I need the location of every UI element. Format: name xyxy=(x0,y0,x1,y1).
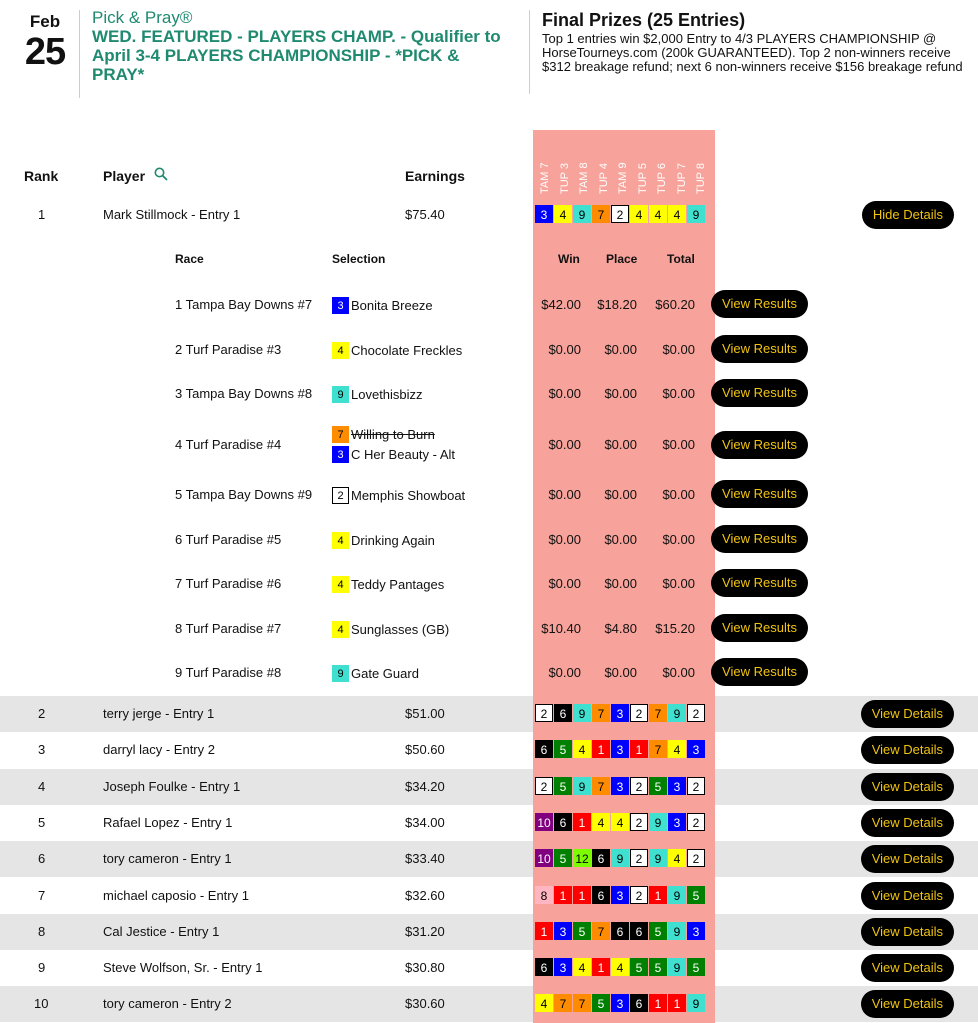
horse-name: Sunglasses (GB) xyxy=(351,621,450,637)
win-amount: $42.00 xyxy=(541,297,581,312)
post-position-badge: 1 xyxy=(554,886,572,904)
post-position-badge: 9 xyxy=(573,205,591,223)
place-amount: $0.00 xyxy=(604,532,637,547)
post-position-badge: 7 xyxy=(649,740,667,758)
horse-name: C Her Beauty - Alt xyxy=(351,446,456,462)
earnings-value: $30.60 xyxy=(405,996,445,1012)
post-position-badge: 7 xyxy=(592,922,610,940)
view-details-button[interactable]: View Details xyxy=(861,990,954,1018)
post-position-badge: 3 xyxy=(611,704,629,722)
post-position-badge: 9 xyxy=(668,922,686,940)
player-name: Rafael Lopez - Entry 1 xyxy=(103,814,233,830)
post-position-badge: 9 xyxy=(687,994,705,1012)
place-amount: $0.00 xyxy=(604,487,637,502)
player-name: michael caposio - Entry 1 xyxy=(103,887,249,903)
post-position-badge: 9 xyxy=(649,849,667,867)
pick-sequence xyxy=(535,813,705,833)
post-position-badge: 9 xyxy=(332,665,349,682)
post-position-badge: 7 xyxy=(573,994,591,1012)
post-position-badge: 3 xyxy=(332,446,349,463)
race-header-label: TUP 7 xyxy=(675,163,688,194)
selection-entry xyxy=(332,486,465,504)
race-detail-row xyxy=(0,292,978,320)
rank-value: 4 xyxy=(38,778,46,794)
post-position-badge: 6 xyxy=(611,922,629,940)
view-results-button[interactable]: View Results xyxy=(711,335,808,363)
race-header-label: TAM 7 xyxy=(539,162,551,194)
race-header xyxy=(652,130,672,194)
earnings-value: $32.60 xyxy=(405,887,445,903)
race-name: 4 Turf Paradise #4 xyxy=(175,437,282,452)
horse-name: Memphis Showboat xyxy=(351,487,466,503)
race-header xyxy=(535,130,555,194)
horse-name: Drinking Again xyxy=(351,532,435,548)
post-position-badge: 5 xyxy=(592,994,610,1012)
post-position-badge: 9 xyxy=(573,704,591,722)
post-position-badge: 6 xyxy=(630,994,648,1012)
contest-title xyxy=(92,8,512,84)
post-position-badge: 9 xyxy=(332,386,349,403)
place-amount: $18.20 xyxy=(597,297,637,312)
earnings-value: $34.00 xyxy=(405,814,445,830)
post-position-badge: 4 xyxy=(554,205,572,223)
post-position-badge: 4 xyxy=(332,621,349,638)
post-position-badge: 2 xyxy=(535,704,553,722)
total-amount: $15.20 xyxy=(655,621,695,636)
post-position-badge: 4 xyxy=(592,813,610,831)
rank-value: 7 xyxy=(38,887,46,903)
place-amount: $0.00 xyxy=(604,342,637,357)
selection-col-header: Selection xyxy=(332,252,386,266)
pick-sequence xyxy=(535,704,705,724)
earnings-value: $30.80 xyxy=(405,960,445,976)
race-detail-row xyxy=(0,527,978,555)
pick-sequence xyxy=(535,994,705,1014)
earnings-value: $75.40 xyxy=(405,207,445,222)
race-headers xyxy=(533,130,715,200)
earnings-value: $31.20 xyxy=(405,923,445,939)
win-amount: $0.00 xyxy=(548,576,581,591)
rank-value: 3 xyxy=(38,742,46,758)
post-position-badge: 6 xyxy=(592,886,610,904)
standings-row xyxy=(0,769,978,805)
standings-row xyxy=(0,950,978,986)
win-amount: $0.00 xyxy=(548,386,581,401)
selection-entry xyxy=(332,341,462,359)
win-amount: $0.00 xyxy=(548,665,581,680)
selection xyxy=(332,385,423,403)
total-amount: $60.20 xyxy=(655,297,695,312)
divider xyxy=(79,10,80,98)
post-position-badge: 7 xyxy=(649,704,667,722)
post-position-badge: 4 xyxy=(668,740,686,758)
total-amount: $0.00 xyxy=(662,576,695,591)
post-position-badge: 3 xyxy=(668,813,686,831)
post-position-badge: 6 xyxy=(535,740,553,758)
win-amount: $0.00 xyxy=(548,342,581,357)
post-position-badge: 1 xyxy=(649,994,667,1012)
view-results-button[interactable]: View Results xyxy=(711,658,808,686)
post-position-badge: 3 xyxy=(668,777,686,795)
win-amount: $0.00 xyxy=(548,532,581,547)
earnings-value: $50.60 xyxy=(405,742,445,758)
race-name: 7 Turf Paradise #6 xyxy=(175,576,282,591)
post-position-badge: 3 xyxy=(611,886,629,904)
view-results-button[interactable]: View Results xyxy=(711,379,808,407)
post-position-badge: 2 xyxy=(332,487,349,504)
standings-row xyxy=(0,878,978,914)
race-name: 9 Turf Paradise #8 xyxy=(175,665,282,680)
win-amount: $0.00 xyxy=(548,437,581,452)
player-name: Joseph Foulke - Entry 1 xyxy=(103,778,241,794)
selection xyxy=(332,425,455,463)
post-position-badge: 7 xyxy=(592,704,610,722)
post-position-badge: 3 xyxy=(611,740,629,758)
post-position-badge: 5 xyxy=(649,777,667,795)
win-col-header: Win xyxy=(558,252,580,266)
rank-value: 1 xyxy=(38,207,46,222)
standings-row xyxy=(0,805,978,841)
post-position-badge: 5 xyxy=(687,886,705,904)
selection xyxy=(332,296,433,314)
post-position-badge: 4 xyxy=(573,740,591,758)
post-position-badge: 4 xyxy=(535,994,553,1012)
place-col-header: Place xyxy=(606,252,638,266)
pick-sequence xyxy=(535,886,705,906)
date-day: 25 xyxy=(24,31,66,73)
race-header xyxy=(672,130,692,194)
selection-entry xyxy=(332,664,419,682)
post-position-badge: 5 xyxy=(554,849,572,867)
post-position-badge: 12 xyxy=(573,849,591,867)
race-header xyxy=(633,130,653,194)
post-position-badge: 6 xyxy=(535,958,553,976)
post-position-badge: 3 xyxy=(611,994,629,1012)
total-amount: $0.00 xyxy=(662,665,695,680)
standings-row-leader xyxy=(0,197,978,233)
pick-sequence xyxy=(535,740,705,760)
earnings-value: $34.20 xyxy=(405,778,445,794)
earnings-value: $33.40 xyxy=(405,851,445,867)
post-position-badge: 3 xyxy=(611,777,629,795)
post-position-badge: 9 xyxy=(668,958,686,976)
horse-name: Teddy Pantages xyxy=(351,576,445,592)
post-position-badge: 1 xyxy=(573,813,591,831)
race-header-label: TUP 3 xyxy=(558,163,571,194)
race-header xyxy=(574,130,594,194)
post-position-badge: 2 xyxy=(687,777,705,795)
view-results-button[interactable]: View Results xyxy=(711,569,808,597)
post-position-badge: 8 xyxy=(535,886,553,904)
post-position-badge: 4 xyxy=(611,813,629,831)
view-results-button[interactable]: View Results xyxy=(711,525,808,553)
post-position-badge: 2 xyxy=(630,849,648,867)
post-position-badge: 6 xyxy=(630,922,648,940)
post-position-badge: 6 xyxy=(592,849,610,867)
place-amount: $0.00 xyxy=(604,665,637,680)
post-position-badge: 9 xyxy=(687,205,705,223)
post-position-badge: 1 xyxy=(668,994,686,1012)
selection xyxy=(332,575,444,593)
post-position-badge: 3 xyxy=(554,922,572,940)
standings-row xyxy=(0,841,978,877)
post-position-badge: 3 xyxy=(535,205,553,223)
race-header-label: TAM 8 xyxy=(578,162,590,194)
pick-sequence xyxy=(535,777,705,797)
player-name: Cal Jestice - Entry 1 xyxy=(103,923,220,939)
view-results-button[interactable]: View Results xyxy=(711,431,808,459)
player-name: Mark Stillmock - Entry 1 xyxy=(103,207,241,222)
view-details-button[interactable]: View Details xyxy=(861,954,954,982)
race-detail-row xyxy=(0,660,978,688)
post-position-badge: 9 xyxy=(668,886,686,904)
pick-sequence xyxy=(535,958,705,978)
race-detail-row xyxy=(0,571,978,599)
player-name: Steve Wolfson, Sr. - Entry 1 xyxy=(103,960,263,976)
post-position-badge: 1 xyxy=(630,740,648,758)
selection-entry xyxy=(332,425,455,443)
post-position-badge: 1 xyxy=(535,922,553,940)
post-position-badge: 2 xyxy=(687,813,705,831)
selection-entry xyxy=(332,296,433,314)
player-header: Player xyxy=(103,168,146,184)
total-amount: $0.00 xyxy=(662,487,695,502)
post-position-badge: 5 xyxy=(687,958,705,976)
race-header xyxy=(613,130,633,194)
earnings-header: Earnings xyxy=(405,168,465,184)
post-position-badge: 4 xyxy=(668,205,686,223)
race-header xyxy=(691,130,711,194)
view-results-button[interactable]: View Results xyxy=(711,614,808,642)
post-position-badge: 5 xyxy=(649,958,667,976)
view-details-button[interactable]: View Details xyxy=(861,882,954,910)
race-header xyxy=(594,130,614,194)
post-position-badge: 4 xyxy=(332,342,349,359)
race-header-label: TUP 6 xyxy=(656,163,668,194)
post-position-badge: 4 xyxy=(573,958,591,976)
place-amount: $4.80 xyxy=(604,621,637,636)
total-amount: $0.00 xyxy=(662,386,695,401)
rank-header: Rank xyxy=(24,168,59,184)
post-position-badge: 9 xyxy=(611,849,629,867)
post-position-badge: 2 xyxy=(687,704,705,722)
view-details-button[interactable]: View Details xyxy=(861,845,954,873)
standings-row xyxy=(0,986,978,1022)
race-name: 3 Tampa Bay Downs #8 xyxy=(175,386,313,401)
post-position-badge: 5 xyxy=(649,922,667,940)
race-header-label: TUP 8 xyxy=(695,163,707,194)
place-amount: $0.00 xyxy=(604,386,637,401)
post-position-badge: 3 xyxy=(332,297,349,314)
rank-value: 10 xyxy=(34,996,49,1012)
view-results-button[interactable]: View Results xyxy=(711,290,808,318)
horse-name: Chocolate Freckles xyxy=(351,342,463,358)
pick-sequence xyxy=(535,849,705,869)
post-position-badge: 4 xyxy=(649,205,667,223)
pick-sequence xyxy=(535,205,705,225)
rank-value: 2 xyxy=(38,706,46,721)
date-month: Feb xyxy=(29,12,61,31)
view-details-button[interactable]: View Details xyxy=(861,809,954,837)
rank-value: 8 xyxy=(38,923,46,939)
race-detail-row xyxy=(0,616,978,644)
post-position-badge: 4 xyxy=(668,849,686,867)
race-header-label: TUP 4 xyxy=(597,163,610,194)
post-position-badge: 4 xyxy=(611,958,629,976)
player-name: tory cameron - Entry 1 xyxy=(103,851,232,867)
view-details-button[interactable]: View Details xyxy=(861,736,954,764)
post-position-badge: 6 xyxy=(554,704,572,722)
place-amount: $0.00 xyxy=(604,576,637,591)
view-details-button[interactable]: View Details xyxy=(861,700,954,728)
post-position-badge: 2 xyxy=(630,886,648,904)
post-position-badge: 2 xyxy=(630,813,648,831)
race-detail-row xyxy=(0,427,978,465)
race-name: 5 Tampa Bay Downs #9 xyxy=(175,487,313,502)
view-details-button[interactable]: View Details xyxy=(861,773,954,801)
race-header xyxy=(555,130,575,194)
player-name: darryl lacy - Entry 2 xyxy=(103,742,215,758)
total-amount: $0.00 xyxy=(662,532,695,547)
divider xyxy=(529,10,530,94)
selection-entry xyxy=(332,445,455,463)
race-header-label: TUP 5 xyxy=(636,163,649,194)
standings-row xyxy=(0,696,978,732)
selection xyxy=(332,341,462,359)
post-position-badge: 7 xyxy=(592,777,610,795)
rank-value: 5 xyxy=(38,814,46,830)
post-position-badge: 6 xyxy=(554,813,572,831)
contest-description: WED. FEATURED - PLAYERS CHAMP. - Qualifier to April 3-4 PLAYERS CHAMPIONSHIP - *PICK & PRAY* xyxy=(92,27,501,84)
post-position-badge: 2 xyxy=(630,704,648,722)
post-position-badge: 4 xyxy=(332,532,349,549)
post-position-badge: 2 xyxy=(687,849,705,867)
selection-entry xyxy=(332,531,435,549)
standings-row xyxy=(0,732,978,768)
contest-date xyxy=(14,12,76,72)
post-position-badge: 3 xyxy=(554,958,572,976)
race-name: 6 Turf Paradise #5 xyxy=(175,532,282,547)
view-details-button[interactable]: View Details xyxy=(861,918,954,946)
rank-value: 9 xyxy=(38,960,46,976)
selection-entry xyxy=(332,620,449,638)
player-name: terry jerge - Entry 1 xyxy=(103,706,215,721)
selection xyxy=(332,486,465,504)
rank-value: 6 xyxy=(38,851,46,867)
post-position-badge: 9 xyxy=(668,704,686,722)
race-name: 8 Turf Paradise #7 xyxy=(175,621,282,636)
post-position-badge: 3 xyxy=(687,922,705,940)
post-position-badge: 4 xyxy=(332,576,349,593)
prize-text: Top 1 entries win $2,000 Entry to 4/3 PLAYERS CHAMPIONSHIP @ HorseTourneys.com (200k GUARANTEED). Top 2 non-winners receive $312 breakage refund; next 6 non-winners receive $156 breakage refund xyxy=(542,31,963,74)
post-position-badge: 2 xyxy=(611,205,629,223)
post-position-badge: 7 xyxy=(554,994,572,1012)
horse-name: Bonita Breeze xyxy=(351,297,433,313)
selection-entry xyxy=(332,575,444,593)
post-position-badge: 1 xyxy=(592,958,610,976)
post-position-badge: 2 xyxy=(535,777,553,795)
post-position-badge: 5 xyxy=(554,740,572,758)
win-amount: $10.40 xyxy=(541,621,581,636)
post-position-badge: 7 xyxy=(332,426,349,443)
selection xyxy=(332,620,449,638)
earnings-value: $51.00 xyxy=(405,706,445,721)
post-position-badge: 10 xyxy=(535,813,553,831)
race-name: 2 Turf Paradise #3 xyxy=(175,342,282,357)
post-position-badge: 9 xyxy=(573,777,591,795)
prize-title: Final Prizes (25 Entries) xyxy=(542,10,746,30)
total-amount: $0.00 xyxy=(662,342,695,357)
race-col-header: Race xyxy=(175,252,204,266)
race-detail-row xyxy=(0,482,978,510)
post-position-badge: 1 xyxy=(649,886,667,904)
post-position-badge: 7 xyxy=(592,205,610,223)
post-position-badge: 1 xyxy=(573,886,591,904)
post-position-badge: 9 xyxy=(649,813,667,831)
post-position-badge: 5 xyxy=(573,922,591,940)
horse-name: Gate Guard xyxy=(351,665,419,681)
selection xyxy=(332,531,435,549)
post-position-badge: 10 xyxy=(535,849,553,867)
view-results-button[interactable]: View Results xyxy=(711,480,808,508)
race-name: 1 Tampa Bay Downs #7 xyxy=(175,297,313,312)
player-name: tory cameron - Entry 2 xyxy=(103,996,232,1012)
prize-info xyxy=(542,10,972,74)
selection-entry xyxy=(332,385,423,403)
contest-name: Pick & Pray® xyxy=(92,8,193,27)
post-position-badge: 5 xyxy=(554,777,572,795)
total-amount: $0.00 xyxy=(662,437,695,452)
search-icon[interactable] xyxy=(153,166,169,182)
pick-sequence xyxy=(535,922,705,942)
post-position-badge: 5 xyxy=(630,958,648,976)
horse-name: Lovethisbizz xyxy=(351,386,423,402)
standings-row xyxy=(0,914,978,950)
post-position-badge: 4 xyxy=(630,205,648,223)
post-position-badge: 2 xyxy=(630,777,648,795)
win-amount: $0.00 xyxy=(548,487,581,502)
post-position-badge: 1 xyxy=(592,740,610,758)
horse-name: Willing to Burn xyxy=(351,426,435,442)
place-amount: $0.00 xyxy=(604,437,637,452)
post-position-badge: 3 xyxy=(687,740,705,758)
total-col-header: Total xyxy=(667,252,695,266)
race-detail-row xyxy=(0,381,978,409)
race-header-label: TAM 9 xyxy=(617,162,629,194)
selection xyxy=(332,664,419,682)
hide-details-button[interactable]: Hide Details xyxy=(862,201,954,229)
race-detail-row xyxy=(0,337,978,365)
